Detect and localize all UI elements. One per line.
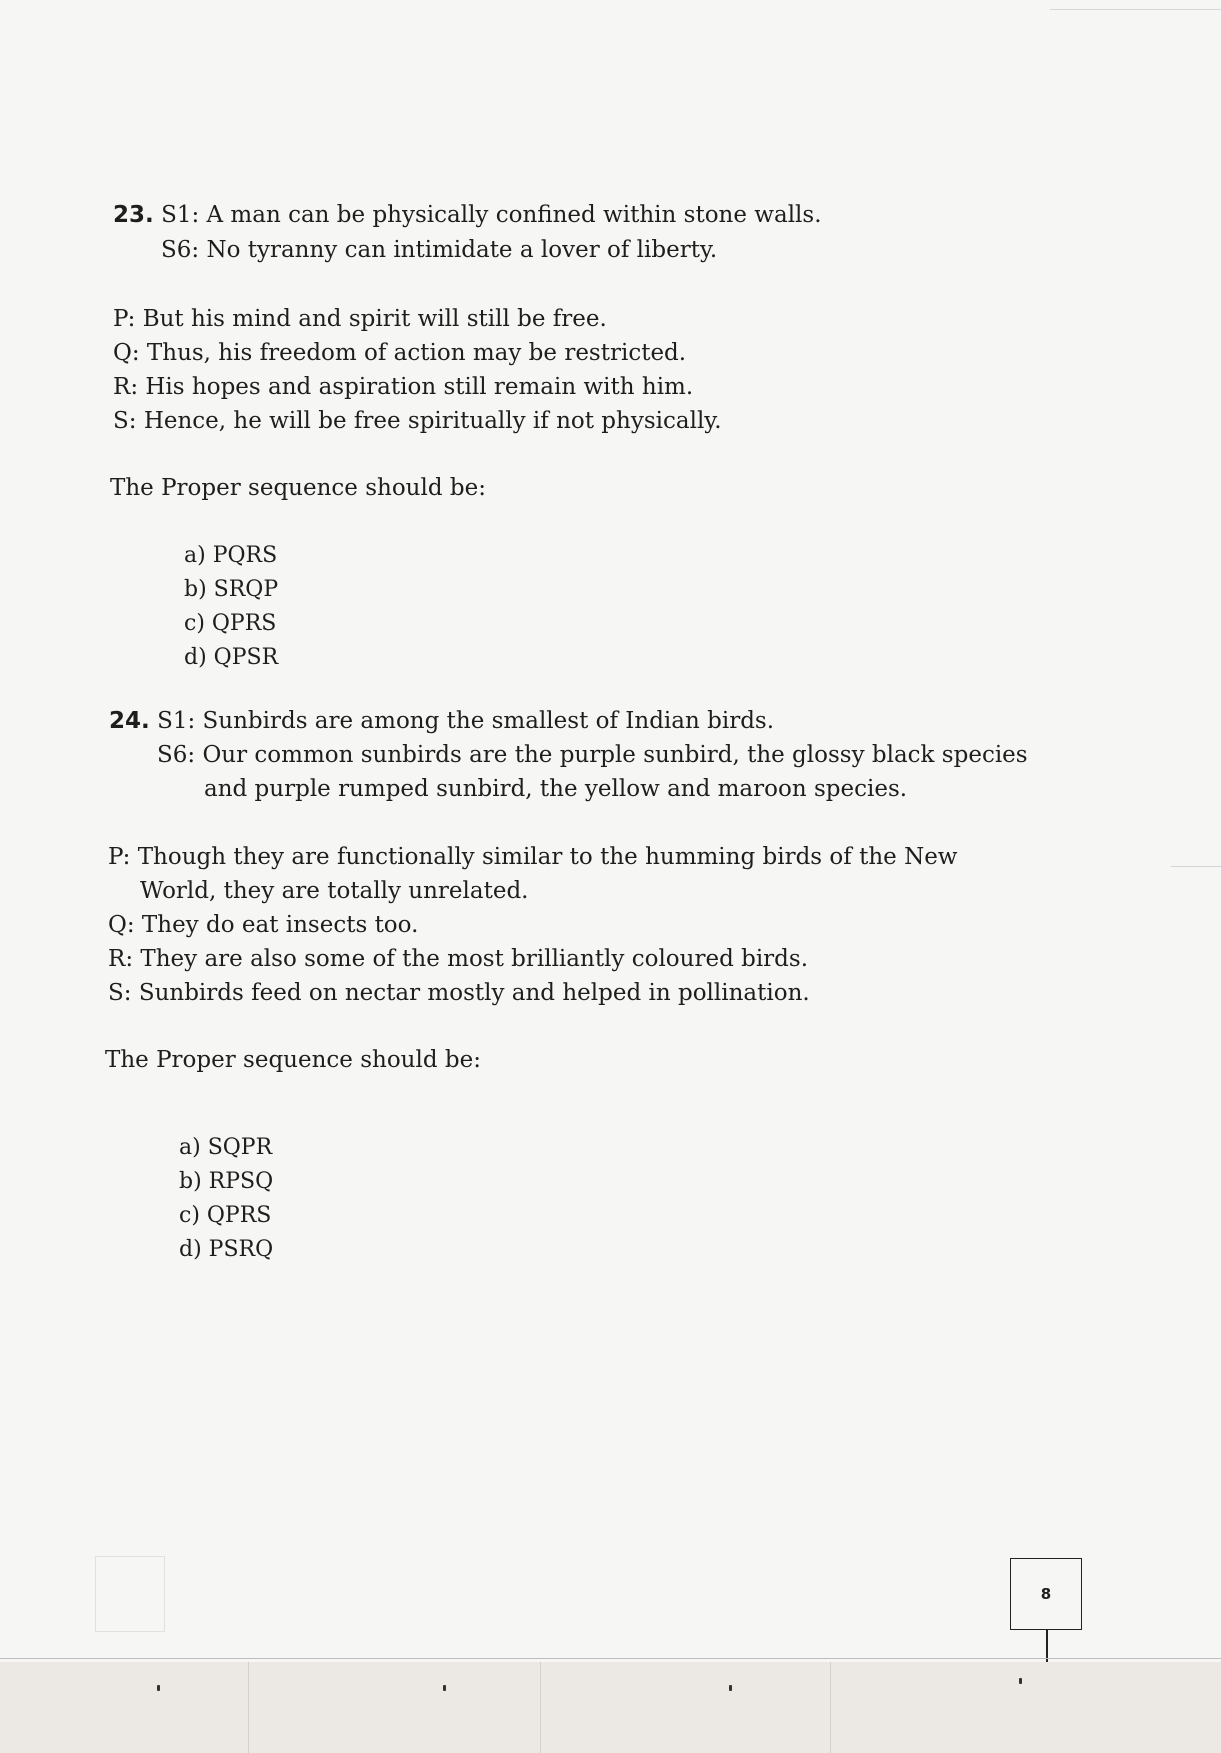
question-number: 24.: [109, 708, 150, 734]
question-number: 23.: [113, 202, 154, 228]
scan-speck: [729, 1685, 732, 1691]
band-divider: [248, 1662, 249, 1753]
faint-bleed-box: [95, 1556, 165, 1632]
page-number: 8: [1040, 1585, 1052, 1603]
question-24-sentence-p-line1: P: Though they are functionally similar to the humming birds of the New: [108, 844, 958, 870]
page-number-box: [1010, 1558, 1082, 1630]
question-24-s6-line2: and purple rumped sunbird, the yellow and maroon species.: [204, 776, 908, 802]
question-24-sentence-r: R: They are also some of the most brilliantly coloured birds.: [108, 946, 809, 972]
question-24-prompt: The Proper sequence should be:: [105, 1047, 481, 1073]
question-24-sentence-p-line2: World, they are totally unrelated.: [140, 878, 529, 904]
question-24-sentence-s: S: Sunbirds feed on nectar mostly and helped in pollination.: [108, 980, 810, 1006]
question-24-option-d[interactable]: d) PSRQ: [179, 1237, 274, 1262]
question-24-s6-line1: S6: Our common sunbirds are the purple sunbird, the glossy black species: [157, 742, 1028, 768]
page-number-stem: [1046, 1630, 1048, 1665]
question-24-option-c[interactable]: c) QPRS: [179, 1203, 272, 1228]
question-23-prompt: The Proper sequence should be:: [110, 475, 486, 501]
band-divider: [540, 1662, 541, 1753]
page-bottom-edge: [0, 1658, 1221, 1659]
question-24-option-b[interactable]: b) RPSQ: [179, 1169, 274, 1194]
question-24-sentence-q: Q: They do eat insects too.: [108, 912, 419, 938]
question-23-sentence-p: P: But his mind and spirit will still be free.: [113, 306, 607, 332]
question-23-option-b[interactable]: b) SRQP: [184, 577, 279, 602]
question-23-s6: S6: No tyranny can intimidate a lover of liberty.: [161, 237, 718, 263]
scan-margin-mark: [1171, 866, 1221, 867]
question-23-option-c[interactable]: c) QPRS: [184, 611, 277, 636]
question-23-option-a[interactable]: a) PQRS: [184, 543, 278, 568]
band-divider: [830, 1662, 831, 1753]
scanner-background-band: [0, 1662, 1221, 1753]
scan-top-rule: [1050, 9, 1221, 10]
question-24-s1: 24. S1: Sunbirds are among the smallest of Indian birds.: [109, 708, 775, 734]
question-23-s1: 23. S1: A man can be physically confined within stone walls.: [113, 202, 822, 228]
question-23-option-d[interactable]: d) QPSR: [184, 645, 279, 670]
scan-speck: [157, 1685, 160, 1691]
question-24-option-a[interactable]: a) SQPR: [179, 1135, 273, 1160]
question-23-sentence-r: R: His hopes and aspiration still remain with him.: [113, 374, 694, 400]
scan-speck: [443, 1685, 446, 1691]
scan-speck: [1019, 1678, 1022, 1684]
question-23-sentence-s: S: Hence, he will be free spiritually if not physically.: [113, 408, 722, 434]
question-23-sentence-q: Q: Thus, his freedom of action may be restricted.: [113, 340, 687, 366]
